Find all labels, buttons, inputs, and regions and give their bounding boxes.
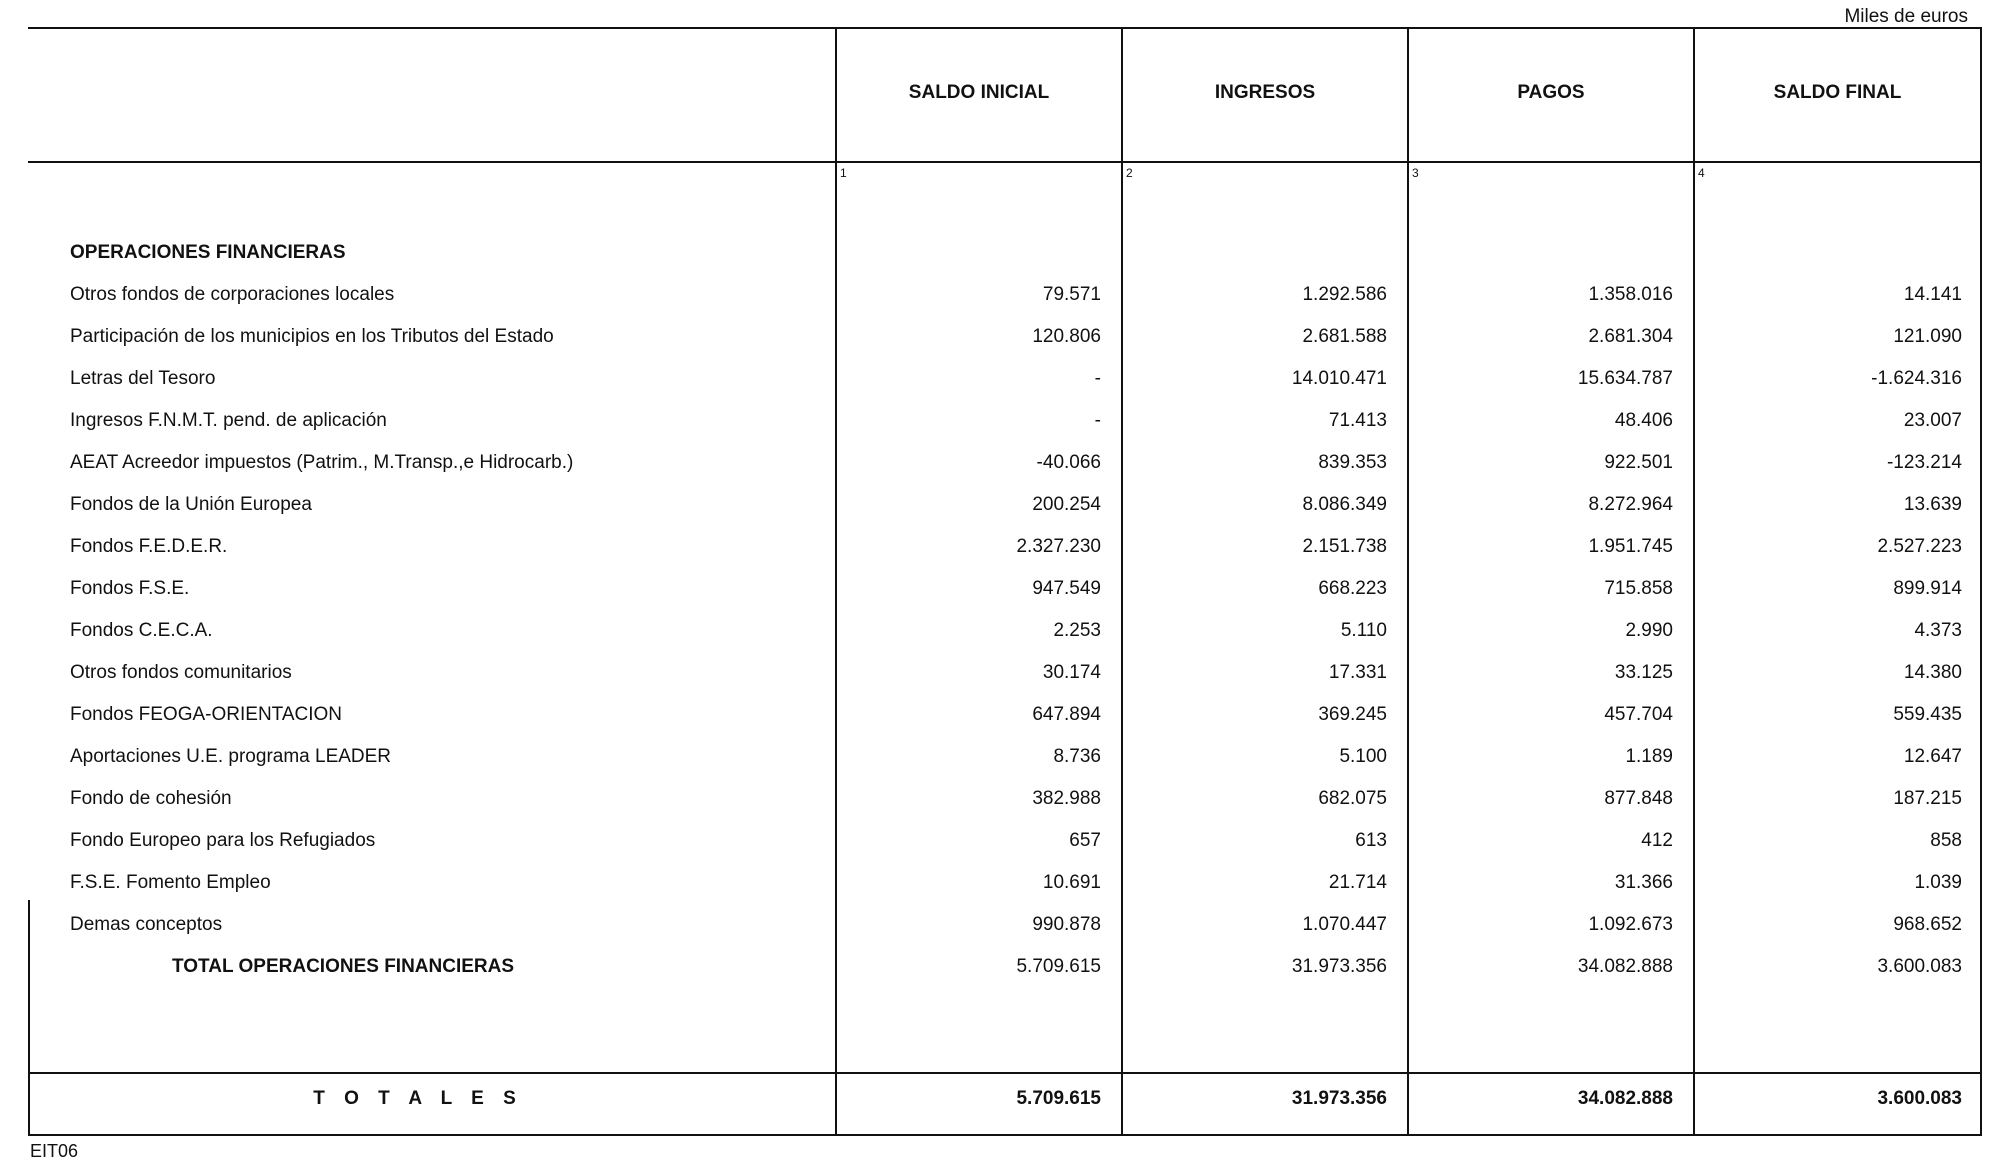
row-value: 5.709.615 (1016, 956, 1101, 977)
table-row (0, 620, 2000, 654)
row-value: 71.413 (1328, 410, 1387, 431)
row-value: 559.435 (1893, 704, 1962, 725)
totales-value: 3.600.083 (1877, 1088, 1962, 1109)
row-label: Fondos F.E.D.E.R. (70, 536, 228, 557)
row-value: 877.848 (1604, 788, 1673, 809)
row-value: 14.141 (1903, 284, 1962, 305)
column-header-ingresos: INGRESOS (1214, 82, 1316, 103)
row-value: 657 (1069, 830, 1101, 851)
row-value: 899.914 (1893, 578, 1962, 599)
row-label: AEAT Acreedor impuestos (Patrim., M.Transp.,e Hidrocarb.) (70, 452, 574, 473)
row-value: 457.704 (1604, 704, 1673, 725)
table-row (0, 410, 2000, 444)
row-value: -40.066 (1036, 452, 1101, 473)
column-number: 2 (1126, 166, 1133, 180)
row-label: TOTAL OPERACIONES FINANCIERAS (172, 956, 515, 977)
table-row (0, 284, 2000, 318)
row-value: 121.090 (1893, 326, 1962, 347)
row-value: 369.245 (1318, 704, 1387, 725)
row-value: 2.681.588 (1302, 326, 1387, 347)
row-label: Fondos F.S.E. (70, 578, 190, 599)
row-label: Participación de los municipios en los Tributos del Estado (70, 326, 554, 347)
totales-value: 34.082.888 (1577, 1088, 1673, 1109)
row-value: 922.501 (1604, 452, 1673, 473)
row-value: 2.151.738 (1302, 536, 1387, 557)
row-value: 187.215 (1893, 788, 1962, 809)
row-value: 990.878 (1032, 914, 1101, 935)
row-value: 31.366 (1614, 872, 1673, 893)
row-value: 200.254 (1032, 494, 1101, 515)
row-value: 1.951.745 (1588, 536, 1673, 557)
table-row (0, 578, 2000, 612)
totales-value: 31.973.356 (1291, 1088, 1387, 1109)
section-title: OPERACIONES FINANCIERAS (70, 242, 346, 263)
column-number: 1 (840, 166, 847, 180)
row-value: -1.624.316 (1871, 368, 1962, 389)
row-value: 682.075 (1318, 788, 1387, 809)
table-row (0, 536, 2000, 570)
row-label: Otros fondos comunitarios (70, 662, 292, 683)
row-label: Fondos C.E.C.A. (70, 620, 213, 641)
row-value: 2.527.223 (1877, 536, 1962, 557)
row-value: 668.223 (1318, 578, 1387, 599)
row-value: 12.647 (1903, 746, 1962, 767)
row-value: 1.070.447 (1302, 914, 1387, 935)
table-row (0, 662, 2000, 696)
table-row (0, 914, 2000, 948)
totals-top-border (28, 1072, 1982, 1074)
row-label: Fondo Europeo para los Refugiados (70, 830, 376, 851)
row-value: 5.110 (1340, 620, 1387, 641)
table-row (0, 830, 2000, 864)
row-value: 48.406 (1614, 410, 1673, 431)
row-label: Fondos FEOGA-ORIENTACION (70, 704, 343, 725)
table-row (0, 326, 2000, 360)
row-value: 5.100 (1339, 746, 1387, 767)
row-value: 34.082.888 (1577, 956, 1673, 977)
table-bottom-border (28, 1134, 1982, 1136)
row-value: 33.125 (1614, 662, 1673, 683)
row-value: 4.373 (1914, 620, 1962, 641)
row-value: 2.681.304 (1588, 326, 1673, 347)
totales-label: T O T A L E S (313, 1088, 523, 1109)
row-label: Demas conceptos (70, 914, 223, 935)
row-value: 14.380 (1903, 662, 1962, 683)
row-value: 1.092.673 (1588, 914, 1673, 935)
row-value: 2.327.230 (1016, 536, 1101, 557)
row-label: Ingresos F.N.M.T. pend. de aplicación (70, 410, 387, 431)
row-value: 382.988 (1032, 788, 1101, 809)
row-value: 15.634.787 (1577, 368, 1673, 389)
row-value: 858 (1930, 830, 1962, 851)
row-value: 1.039 (1914, 872, 1962, 893)
table-row (0, 704, 2000, 738)
table-row (0, 746, 2000, 780)
table-top-border (28, 27, 1982, 29)
row-value: 79.571 (1042, 284, 1101, 305)
footer-code: EIT06 (30, 1141, 79, 1161)
row-value: 968.652 (1893, 914, 1962, 935)
units-label: Miles de euros (1844, 6, 1968, 27)
row-label: Fondos de la Unión Europea (70, 494, 312, 515)
row-value: 613 (1355, 830, 1387, 851)
row-value: 947.549 (1032, 578, 1101, 599)
row-value: 8.086.349 (1302, 494, 1387, 515)
column-number: 3 (1412, 166, 1419, 180)
column-header-saldo-final: SALDO FINAL (1773, 82, 1902, 103)
table-row (0, 494, 2000, 528)
row-label: Letras del Tesoro (70, 368, 216, 389)
column-header-pagos: PAGOS (1517, 82, 1585, 103)
row-value: 13.639 (1903, 494, 1962, 515)
total-operaciones-row (0, 956, 2000, 990)
table-row (0, 872, 2000, 906)
row-value: 30.174 (1042, 662, 1101, 683)
row-label: F.S.E. Fomento Empleo (70, 872, 271, 893)
table-row (0, 452, 2000, 486)
header-bottom-border (28, 161, 1982, 163)
row-value: 2.990 (1625, 620, 1673, 641)
row-value: 1.358.016 (1588, 284, 1673, 305)
column-header-saldo-inicial: SALDO INICIAL (908, 82, 1050, 103)
row-label: Aportaciones U.E. programa LEADER (70, 746, 392, 767)
row-value: 1.189 (1625, 746, 1673, 767)
row-value: - (1094, 368, 1101, 389)
row-value: 31.973.356 (1291, 956, 1387, 977)
row-value: 2.253 (1053, 620, 1101, 641)
row-value: 21.714 (1328, 872, 1387, 893)
row-label: Otros fondos de corporaciones locales (70, 284, 395, 305)
row-value: 839.353 (1318, 452, 1387, 473)
row-value: 17.331 (1328, 662, 1387, 683)
row-value: 3.600.083 (1877, 956, 1962, 977)
table-row (0, 788, 2000, 822)
row-value: 1.292.586 (1302, 284, 1387, 305)
row-value: 412 (1641, 830, 1673, 851)
column-number: 4 (1698, 166, 1705, 180)
row-value: 715.858 (1604, 578, 1673, 599)
row-value: 8.272.964 (1588, 494, 1673, 515)
row-value: 8.736 (1053, 746, 1101, 767)
row-value: 120.806 (1032, 326, 1101, 347)
row-value: 23.007 (1903, 410, 1962, 431)
row-value: - (1094, 410, 1101, 431)
row-value: -123.214 (1886, 452, 1962, 473)
totales-value: 5.709.615 (1016, 1088, 1101, 1109)
row-label: Fondo de cohesión (70, 788, 232, 809)
row-value: 10.691 (1042, 872, 1101, 893)
table-row (0, 368, 2000, 402)
row-value: 14.010.471 (1291, 368, 1387, 389)
row-value: 647.894 (1032, 704, 1101, 725)
